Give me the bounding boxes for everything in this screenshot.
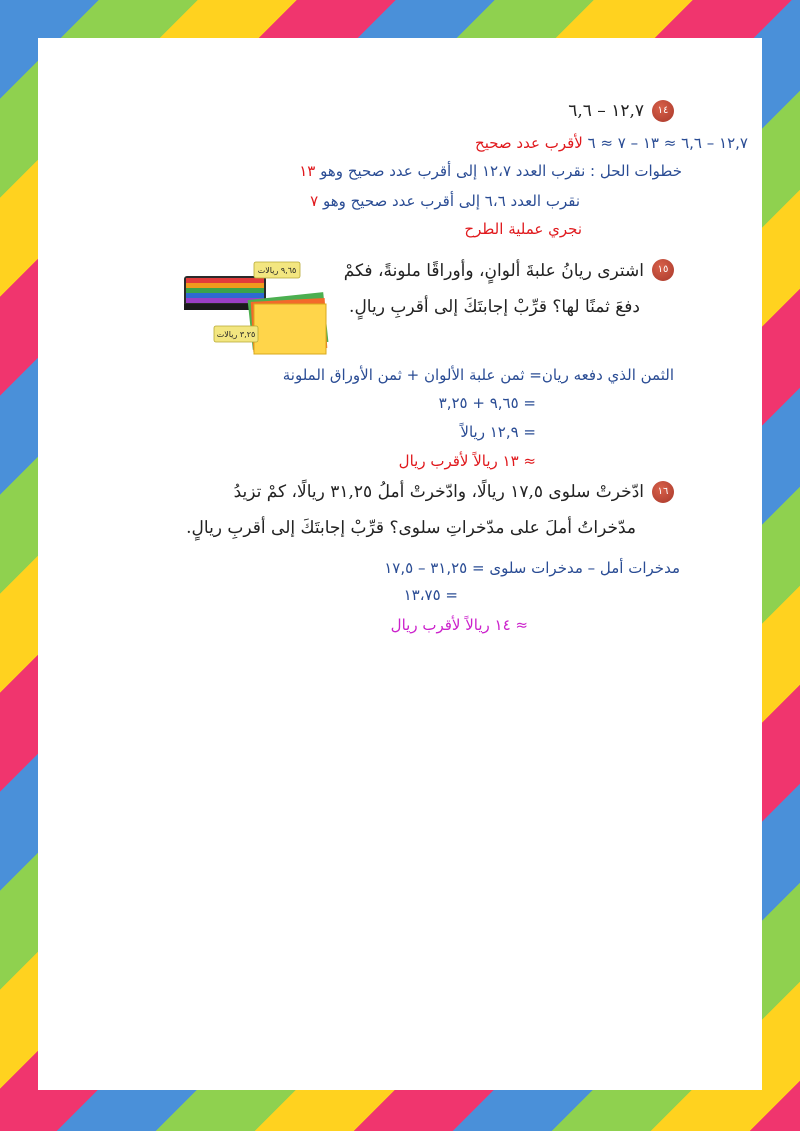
q15-answer-line4: ≈ ١٣ ريالاً لأقرب ريال [398, 452, 536, 470]
svg-text:٣,٢٥ ريالات: ٣,٢٥ ريالات [216, 330, 256, 339]
price-tag-papers [214, 326, 258, 342]
q16-text-line1: ادّخرتْ سلوى ١٧,٥ ريالًا، وادّخرتْ أملُ ٣١,٢٥ ريالًا، كمْ تزيدُ [233, 482, 644, 502]
q16-text-line2: مدّخراتُ أملَ على مدّخراتِ سلوى؟ قرِّبْ إجابتَكَ إلى أقربِ ريالٍ. [186, 518, 636, 538]
q16-answer-line1: مدخرات أمل – مدخرات سلوى = ٣١,٢٥ – ١٧,٥ [384, 559, 680, 577]
q16-answer-line2: = ١٣،٧٥ [403, 586, 458, 604]
question-number-badge-16: ١٦ [652, 481, 674, 503]
q14-steps-label: خطوات الحل : نقرب العدد ١٢،٧ إلى أقرب عدد صحيح وهو [315, 162, 682, 180]
price-tag-pencils [254, 262, 300, 278]
q14-steps [299, 162, 682, 180]
q14-step3: نجري عملية الطرح [464, 220, 582, 238]
q15-answer-line2: = ٩,٦٥ + ٣,٢٥ [438, 394, 536, 412]
q15-answer-line1: الثمن الذي دفعه ريان= ثمن علبة الألوان + ثمن الأوراق الملونة [282, 366, 674, 384]
q15-answer-line3: = ١٢,٩ ريالاً [460, 423, 536, 441]
question-number-badge-15: ١٥ [652, 259, 674, 281]
question-number-badge-14: ١٤ [652, 100, 674, 122]
colored-papers-icon [248, 292, 329, 354]
q14-estimate [475, 134, 748, 152]
q14-estimate-expr: ١٢,٧ – ٦,٦ ≈ ١٣ – ٧ ≈ ٦ [587, 134, 748, 152]
q16-answer-line3: ≈ ١٤ ريالاً لأقرب ريال [390, 616, 528, 634]
q14-steps-value: ١٣ [299, 162, 316, 180]
products-image [180, 260, 332, 360]
q15-text-line1: اشترى ريانُ علبةَ ألوانٍ، وأوراقًا ملونةً، فكمْ [343, 261, 644, 281]
pencils-and-papers-illustration [180, 260, 332, 360]
q14-problem: ١٢,٧ – ٦,٦ [568, 101, 644, 121]
q14-estimate-note: لأقرب عدد صحيح [475, 134, 588, 152]
q14-step2-label: نقرب العدد ٦،٦ إلى أقرب عدد صحيح وهو [318, 192, 580, 210]
q15-text-line2: دفعَ ثمنًا لها؟ قرِّبْ إجابتَكَ إلى أقربِ ريالٍ. [349, 297, 640, 317]
svg-text:٩,٦٥ ريالات: ٩,٦٥ ريالات [257, 266, 297, 275]
q14-step2 [310, 192, 580, 210]
worksheet-page [38, 38, 762, 1090]
q14-step2-value: ٧ [310, 192, 319, 210]
